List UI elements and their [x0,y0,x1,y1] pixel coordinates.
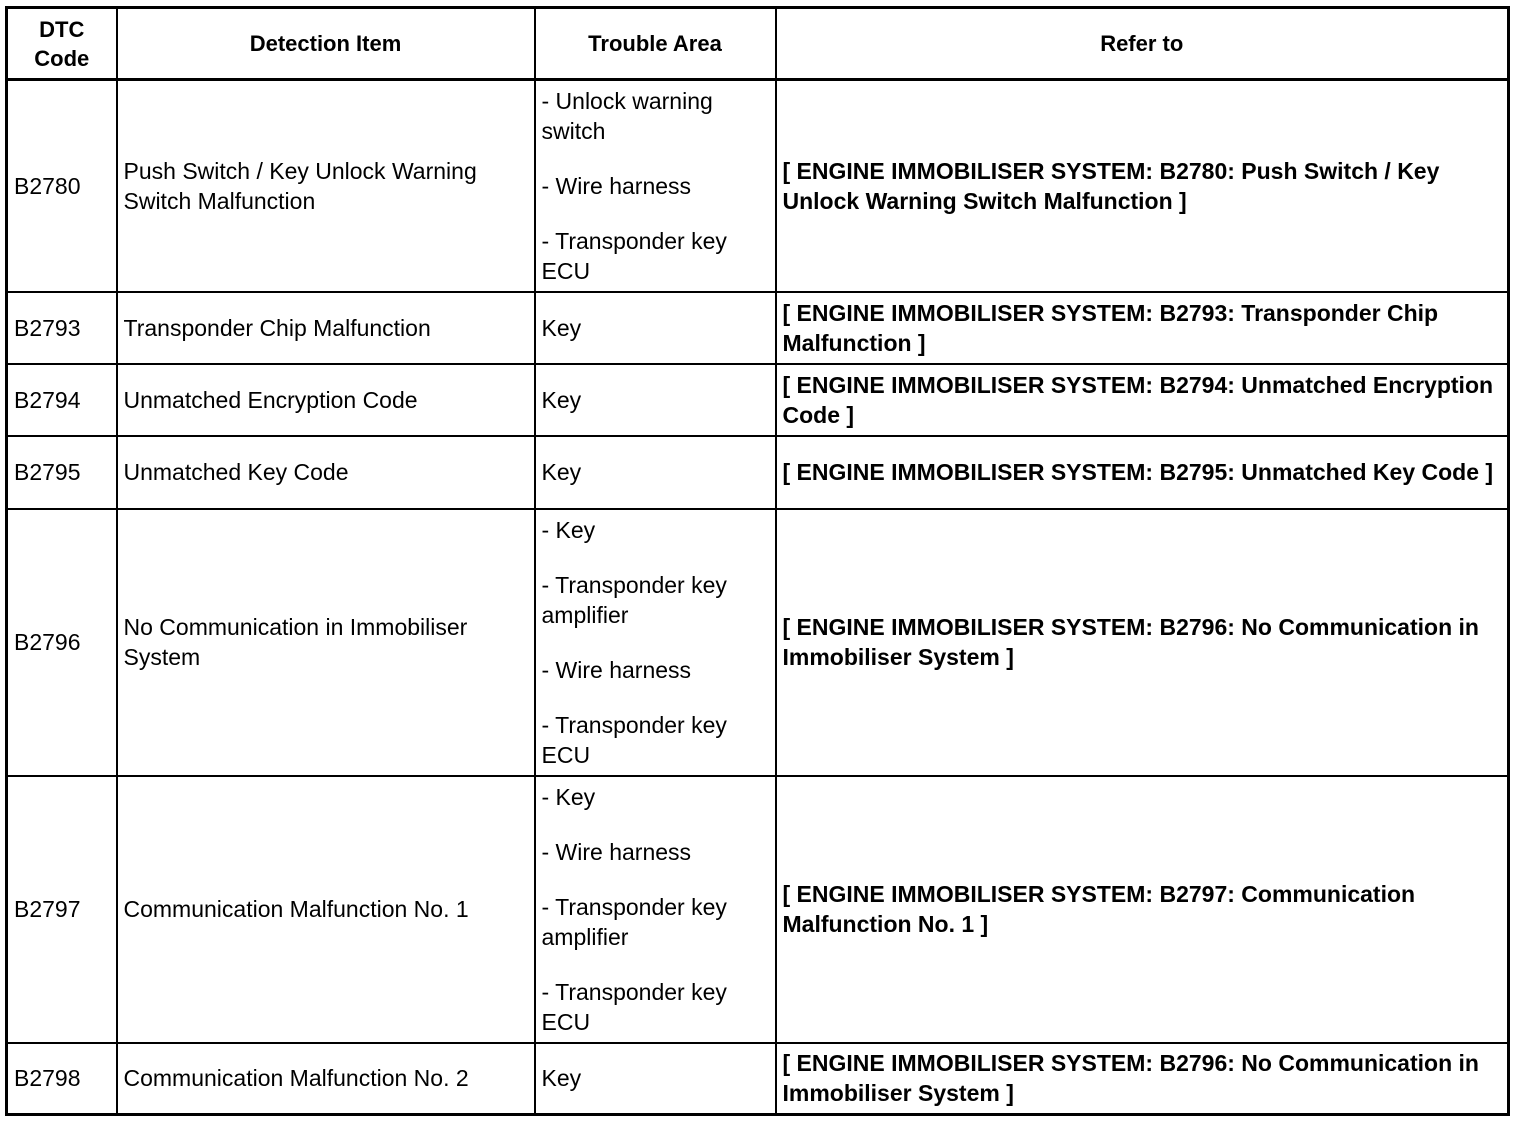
dtc-code-cell: B2793 [7,292,117,364]
trouble-area-item: - Transponder key ECU [541,978,727,1035]
table-row [7,436,1509,509]
dtc-code-cell: B2796 [7,509,117,776]
trouble-area-item: - Key [541,516,596,543]
refer-to-cell: [ ENGINE IMMOBILISER SYSTEM: B2796: No Communication in Immobiliser System ] [776,1043,1509,1115]
detection-item-cell: Communication Malfunction No. 2 [117,1043,535,1115]
refer-to-cell: [ ENGINE IMMOBILISER SYSTEM: B2797: Communication Malfunction No. 1 ] [776,776,1509,1043]
detection-item-cell: Unmatched Key Code [117,436,535,509]
header-refer-to: Refer to [776,8,1509,80]
trouble-area-cell [535,509,776,776]
table-row [7,509,1509,776]
detection-item-cell: No Communication in Immobiliser System [117,509,535,776]
trouble-area-item: - Wire harness [541,172,692,199]
trouble-area-cell [535,436,776,509]
refer-to-cell: [ ENGINE IMMOBILISER SYSTEM: B2796: No Communication in Immobiliser System ] [776,509,1509,776]
trouble-area-item: - Transponder key amplifier [541,893,727,950]
refer-to-cell: [ ENGINE IMMOBILISER SYSTEM: B2780: Push Switch / Key Unlock Warning Switch Malfunction ] [776,80,1509,292]
table-header-row [7,8,1509,80]
table-row [7,292,1509,364]
trouble-area-cell [535,80,776,292]
table-row [7,80,1509,292]
detection-item-cell: Push Switch / Key Unlock Warning Switch Malfunction [117,80,535,292]
trouble-area-item: - Key [541,783,596,810]
trouble-area-item: Key [541,314,582,341]
trouble-area-item: Key [541,459,582,485]
dtc-code-cell: B2797 [7,776,117,1043]
dtc-code-cell: B2795 [7,436,117,509]
table-row [7,776,1509,1043]
trouble-area-item: - Transponder key amplifier [541,571,727,628]
dtc-code-cell: B2780 [7,80,117,292]
dtc-code-cell: B2794 [7,364,117,436]
trouble-area-item: - Wire harness [541,838,692,865]
trouble-area-cell [535,364,776,436]
header-dtc-code [7,8,117,80]
detection-item-cell: Unmatched Encryption Code [117,364,535,436]
header-dtc-code-line1: DTC [39,16,85,42]
detection-item-cell: Communication Malfunction No. 1 [117,776,535,1043]
header-trouble-area: Trouble Area [535,8,776,80]
table-row [7,1043,1509,1115]
dtc-code-cell: B2798 [7,1043,117,1115]
refer-to-cell: [ ENGINE IMMOBILISER SYSTEM: B2795: Unmatched Key Code ] [776,436,1509,509]
trouble-area-cell [535,292,776,364]
dtc-table [5,6,1510,1116]
trouble-area-item: - Wire harness [541,656,692,683]
table-row [7,364,1509,436]
trouble-area-item: Key [541,1065,582,1092]
detection-item-cell: Transponder Chip Malfunction [117,292,535,364]
trouble-area-item: - Transponder key ECU [541,711,727,768]
trouble-area-cell [535,776,776,1043]
trouble-area-item: Key [541,386,582,413]
header-detection-item: Detection Item [117,8,535,80]
trouble-area-item: - Transponder key ECU [541,227,727,284]
trouble-area-cell [535,1043,776,1115]
refer-to-cell: [ ENGINE IMMOBILISER SYSTEM: B2793: Transponder Chip Malfunction ] [776,292,1509,364]
header-dtc-code-line2: Code [34,45,90,71]
refer-to-cell: [ ENGINE IMMOBILISER SYSTEM: B2794: Unmatched Encryption Code ] [776,364,1509,436]
trouble-area-item: - Unlock warning switch [541,87,713,144]
